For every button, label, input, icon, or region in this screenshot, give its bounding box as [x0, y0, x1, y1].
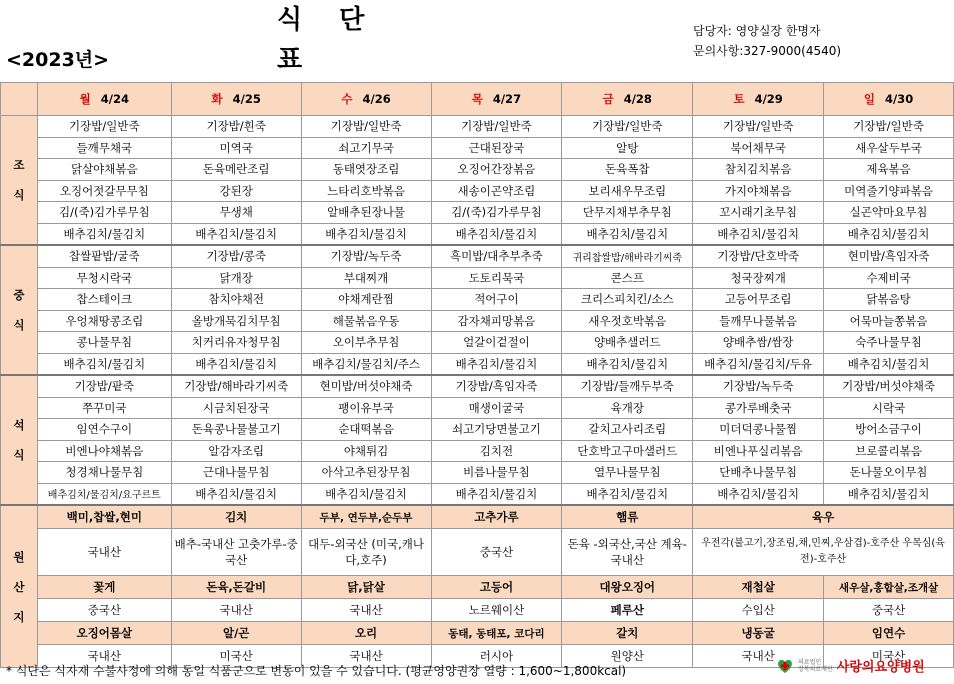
menu-item: 기장밥/콩죽 [171, 245, 301, 267]
menu-item: 기장밥/일반죽 [301, 116, 431, 138]
menu-item: 제육볶음 [824, 159, 954, 181]
menu-row [1, 245, 954, 267]
menu-item: 청경채나물무침 [37, 462, 171, 484]
origin-header-row [1, 622, 954, 645]
menu-item: 기장밥/해바라기씨죽 [171, 375, 301, 397]
menu-item: 고등어무조림 [693, 289, 824, 311]
page-header [0, 0, 954, 82]
page-title: 식 단 표 [277, 5, 379, 75]
origin-item-header: 오리 [301, 622, 431, 645]
menu-item: 찹쌀팥밥/굴죽 [37, 245, 171, 267]
menu-item: 보리새우무조림 [562, 180, 693, 202]
menu-item: 현미밥/버섯야채죽 [301, 375, 431, 397]
hospital-name: 사랑의요양병원 [836, 660, 925, 675]
origin-item-value: 중국산 [431, 529, 562, 576]
day-header-row [1, 83, 954, 116]
menu-row [1, 375, 954, 397]
menu-row [1, 289, 954, 311]
menu-item: 알배추된장나물 [301, 202, 431, 224]
menu-item: 숙주나물무침 [824, 332, 954, 354]
menu-item: 참치야채전 [171, 289, 301, 311]
manager-info: 담당자: 영양실장 한명자 [693, 24, 821, 38]
menu-item: 닭살야채볶음 [37, 159, 171, 181]
origin-item-header: 고등어 [431, 576, 562, 599]
menu-item: 육개장 [562, 397, 693, 419]
menu-item: 현미밥/흑임자죽 [824, 245, 954, 267]
menu-item: 단배추나물무침 [693, 462, 824, 484]
day-name: 월 [79, 92, 91, 106]
menu-item: 크리스피치킨/소스 [562, 289, 693, 311]
menu-item: 기장밥/버섯야채죽 [824, 375, 954, 397]
menu-item: 비름나물무침 [431, 462, 562, 484]
menu-item: 배추김치/물김치 [171, 353, 301, 375]
menu-item: 북어채무국 [693, 137, 824, 159]
day-name: 일 [863, 92, 875, 106]
menu-item: 들깨무채국 [37, 137, 171, 159]
menu-row [1, 267, 954, 289]
day-date: 4/28 [623, 92, 652, 106]
menu-item: 청국장찌개 [693, 267, 824, 289]
origin-item-header: 닭,닭살 [301, 576, 431, 599]
menu-row [1, 397, 954, 419]
menu-row [1, 180, 954, 202]
menu-item: 도토리묵국 [431, 267, 562, 289]
menu-item: 새우젓호박볶음 [562, 310, 693, 332]
menu-item: 콘스프 [562, 267, 693, 289]
day-name: 수 [341, 92, 353, 106]
hospital-logo [776, 656, 925, 675]
menu-item: 야채튀김 [301, 440, 431, 462]
menu-item: 쭈꾸미국 [37, 397, 171, 419]
menu-item: 오이부추무침 [301, 332, 431, 354]
menu-item: 돈육폭찹 [562, 159, 693, 181]
origin-item-header: 고추가루 [431, 505, 562, 529]
menu-item: 미더덕콩나물찜 [693, 419, 824, 441]
menu-item: 무청시락국 [37, 267, 171, 289]
day-date: 4/25 [232, 92, 261, 106]
menu-item: 닭개장 [171, 267, 301, 289]
origin-item-value: 국내산 [693, 645, 824, 668]
menu-item: 꼬시래기초무침 [693, 202, 824, 224]
menu-item: 미역줄기양파볶음 [824, 180, 954, 202]
origin-item-value: 국내산 [301, 599, 431, 622]
menu-item: 기장밥/일반죽 [824, 116, 954, 138]
origin-item-header: 알/곤 [171, 622, 301, 645]
menu-row [1, 310, 954, 332]
origin-item-header: 갈치 [562, 622, 693, 645]
menu-item: 임연수구이 [37, 419, 171, 441]
menu-item: 시락국 [824, 397, 954, 419]
origin-item-header: 육우 [693, 505, 954, 529]
day-header [562, 83, 693, 116]
menu-item: 열무나물무침 [562, 462, 693, 484]
menu-item: 비엔나푸실리볶음 [693, 440, 824, 462]
menu-item: 미역국 [171, 137, 301, 159]
origin-item-value: 수입산 [693, 599, 824, 622]
menu-item: 근대나물무침 [171, 462, 301, 484]
menu-item: 배추김치/물김치 [431, 353, 562, 375]
origin-item-header: 대왕오징어 [562, 576, 693, 599]
menu-item: 들깨무나물볶음 [693, 310, 824, 332]
menu-item: 배추김치/물김치 [301, 223, 431, 245]
menu-item: 단무지채부추무침 [562, 202, 693, 224]
menu-item: 갈치고사리조림 [562, 419, 693, 441]
menu-item: 실곤약마요무침 [824, 202, 954, 224]
menu-item: 기장밥/일반죽 [431, 116, 562, 138]
menu-item: 배추김치/물김치 [824, 353, 954, 375]
day-header [37, 83, 171, 116]
origin-item-header: 돈육,돈갈비 [171, 576, 301, 599]
origin-item-value: 국내산 [301, 645, 431, 668]
day-date: 4/27 [492, 92, 522, 106]
origin-label: 원 산 지 [1, 505, 38, 668]
menu-item: 돈나물오이무침 [824, 462, 954, 484]
origin-item-value: 페루산 [562, 599, 693, 622]
menu-item: 김/(죽)김가루무침 [37, 202, 171, 224]
menu-item: 기장밥/들깨두부죽 [562, 375, 693, 397]
menu-item: 기장밥/팥죽 [37, 375, 171, 397]
origin-item-value: 미국산 [171, 645, 301, 668]
menu-item: 배추김치/물김치 [693, 223, 824, 245]
menu-item: 기장밥/흑임자죽 [431, 375, 562, 397]
origin-value-row [1, 599, 954, 622]
menu-item: 매생이굴국 [431, 397, 562, 419]
meal-label: 석 식 [1, 375, 38, 505]
origin-item-value: 러시아 [431, 645, 562, 668]
origin-item-header: 김치 [171, 505, 301, 529]
menu-item: 근대된장국 [431, 137, 562, 159]
menu-item: 김/(죽)김가루무침 [431, 202, 562, 224]
menu-item: 쇠고기당면불고기 [431, 419, 562, 441]
menu-item: 가지야채볶음 [693, 180, 824, 202]
menu-item: 순대떡볶음 [301, 419, 431, 441]
menu-item: 강된장 [171, 180, 301, 202]
menu-row [1, 159, 954, 181]
menu-item: 방어소금구이 [824, 419, 954, 441]
day-date: 4/24 [100, 92, 129, 106]
menu-item: 양배추쌈/쌈장 [693, 332, 824, 354]
menu-row [1, 116, 954, 138]
menu-item: 비엔나야채볶음 [37, 440, 171, 462]
menu-item: 기장밥/일반죽 [37, 116, 171, 138]
day-date: 4/29 [754, 92, 783, 106]
menu-item: 콩나물무침 [37, 332, 171, 354]
menu-item: 배추김치/물김치 [37, 223, 171, 245]
origin-item-header: 꽃게 [37, 576, 171, 599]
menu-table [0, 82, 954, 668]
origin-item-header: 임연수 [824, 622, 954, 645]
menu-item: 배추김치/물김치 [693, 483, 824, 505]
menu-row [1, 483, 954, 505]
origin-item-header: 백미,찹쌀,현미 [37, 505, 171, 529]
menu-item: 양배추샐러드 [562, 332, 693, 354]
origin-item-value: 노르웨이산 [431, 599, 562, 622]
menu-item: 배추김치/물김치 [171, 483, 301, 505]
menu-item: 배추김치/물김치 [301, 483, 431, 505]
menu-item: 부대찌개 [301, 267, 431, 289]
menu-item: 얼갈이겉절이 [431, 332, 562, 354]
corner-cell [1, 83, 38, 116]
contact-info: 문의사항:327-9000(4540) [693, 44, 842, 58]
menu-item: 우엉채땅콩조림 [37, 310, 171, 332]
menu-row [1, 353, 954, 375]
menu-item: 팽이유부국 [301, 397, 431, 419]
menu-row [1, 223, 954, 245]
menu-item: 수제비국 [824, 267, 954, 289]
menu-item: 기장밥/흰죽 [171, 116, 301, 138]
day-name: 금 [602, 92, 614, 106]
menu-item: 배추김치/물김치 [824, 223, 954, 245]
day-name: 토 [733, 92, 745, 106]
origin-item-header: 동태, 동태포, 코다리 [431, 622, 562, 645]
menu-item: 시금치된장국 [171, 397, 301, 419]
origin-item-header: 재첩살 [693, 576, 824, 599]
menu-item: 해물볶음우동 [301, 310, 431, 332]
day-date: 4/26 [362, 92, 391, 106]
menu-item: 배추김치/물김치/요구르트 [37, 483, 171, 505]
year-label: <2023년> [6, 49, 110, 71]
heart-cross-icon [776, 657, 794, 675]
origin-item-value: 돈육 -외국산,국산 계육-국내산 [562, 529, 693, 576]
origin-item-value: 중국산 [824, 599, 954, 622]
menu-item: 배추김치/물김치 [431, 483, 562, 505]
menu-item: 동태엿장조림 [301, 159, 431, 181]
menu-row [1, 462, 954, 484]
menu-item: 기장밥/일반죽 [562, 116, 693, 138]
menu-row [1, 202, 954, 224]
menu-item: 배추김치/물김치 [562, 223, 693, 245]
menu-item: 기장밥/녹두죽 [693, 375, 824, 397]
menu-item: 오징어간장볶음 [431, 159, 562, 181]
menu-item: 감자채피망볶음 [431, 310, 562, 332]
menu-item: 올방개묵김치무침 [171, 310, 301, 332]
menu-item: 돈육메란조림 [171, 159, 301, 181]
menu-item: 알탕 [562, 137, 693, 159]
menu-item: 배추김치/물김치 [562, 353, 693, 375]
menu-row [1, 137, 954, 159]
menu-item: 배추김치/물김치 [431, 223, 562, 245]
logo-sub: 의료법인 장복의료재단 [798, 658, 833, 673]
meal-label: 중 식 [1, 245, 38, 375]
origin-item-header: 새우살,홍합살,조개살 [824, 576, 954, 599]
day-header [171, 83, 301, 116]
origin-item-header: 오징어몸살 [37, 622, 171, 645]
menu-item: 알감자조림 [171, 440, 301, 462]
menu-row [1, 332, 954, 354]
menu-item: 참치김치볶음 [693, 159, 824, 181]
menu-item: 쇠고기무국 [301, 137, 431, 159]
origin-item-value: 국내산 [37, 529, 171, 576]
menu-item: 배추김치/물김치/두유 [693, 353, 824, 375]
origin-item-value: 국내산 [171, 599, 301, 622]
origin-item-value: 우전각(불고기,장조림,채,민찌,우삼겹)-호주산 우목심(육전)-호주산 [693, 529, 954, 576]
origin-item-header: 냉동굴 [693, 622, 824, 645]
menu-item: 배추김치/물김치 [171, 223, 301, 245]
footer-note: * 식단은 식자재 수불사정에 의해 동일 식품군으로 변동이 있을 수 있습니다. (평균영양권장 열량 : 1,600~1,800kcal) [6, 664, 627, 678]
menu-row [1, 419, 954, 441]
menu-item: 귀리찹쌀밥/해바라기씨죽 [562, 245, 693, 267]
origin-item-value: 국내산 [37, 645, 171, 668]
menu-item: 닭볶음탕 [824, 289, 954, 311]
menu-item: 어묵마늘쫑볶음 [824, 310, 954, 332]
menu-item: 배추김치/물김치/주스 [301, 353, 431, 375]
day-header [693, 83, 824, 116]
menu-item: 치커리유자청무침 [171, 332, 301, 354]
menu-item: 무생채 [171, 202, 301, 224]
menu-item: 김치전 [431, 440, 562, 462]
origin-item-header: 두부, 연두부,순두부 [301, 505, 431, 529]
day-header [301, 83, 431, 116]
menu-item: 단호박고구마샐러드 [562, 440, 693, 462]
origin-item-value: 대두-외국산 (미국,캐나다,호주) [301, 529, 431, 576]
origin-item-header: 햄류 [562, 505, 693, 529]
origin-item-value: 원양산 [562, 645, 693, 668]
menu-item: 흑미밥/대추부추죽 [431, 245, 562, 267]
menu-item: 기장밥/일반죽 [693, 116, 824, 138]
menu-item: 돈육콩나물불고기 [171, 419, 301, 441]
origin-item-value: 중국산 [37, 599, 171, 622]
menu-row [1, 440, 954, 462]
day-header [431, 83, 562, 116]
menu-item: 찹스테이크 [37, 289, 171, 311]
day-date: 4/30 [884, 92, 914, 106]
origin-header-row [1, 505, 954, 529]
menu-item: 브로콜리볶음 [824, 440, 954, 462]
origin-header-row [1, 576, 954, 599]
menu-item: 새송이곤약조림 [431, 180, 562, 202]
menu-item: 느타리호박볶음 [301, 180, 431, 202]
menu-item: 배추김치/물김치 [37, 353, 171, 375]
menu-item: 새우살두부국 [824, 137, 954, 159]
day-name: 화 [211, 92, 223, 106]
menu-item: 콩가루배춧국 [693, 397, 824, 419]
day-header [824, 83, 954, 116]
menu-item: 오징어젓갈무무침 [37, 180, 171, 202]
menu-item: 아삭고추된장무침 [301, 462, 431, 484]
menu-item: 야채계란찜 [301, 289, 431, 311]
origin-item-value: 배추-국내산 고춧가루-중국산 [171, 529, 301, 576]
menu-item: 배추김치/물김치 [824, 483, 954, 505]
menu-item: 기장밥/녹두죽 [301, 245, 431, 267]
day-name: 목 [471, 92, 483, 106]
meal-label: 조 식 [1, 116, 38, 246]
menu-item: 적어구이 [431, 289, 562, 311]
menu-item: 기장밥/단호박죽 [693, 245, 824, 267]
menu-item: 배추김치/물김치 [562, 483, 693, 505]
origin-value-row [1, 529, 954, 576]
origin-item-value: 미국산 [824, 645, 954, 668]
